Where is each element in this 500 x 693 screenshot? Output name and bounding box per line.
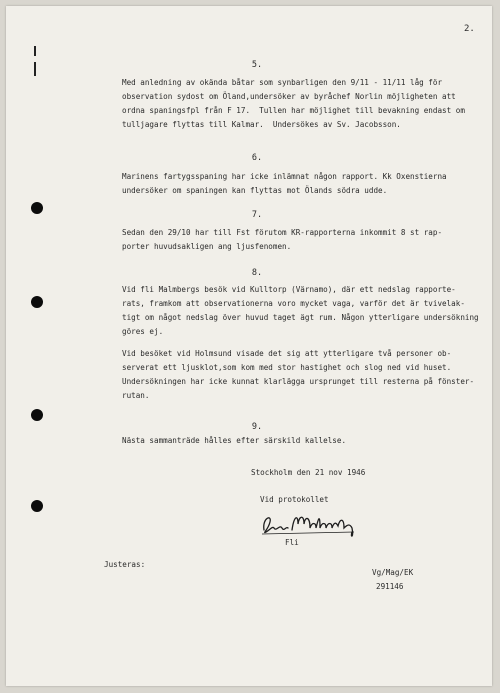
margin-tick-mark [34, 62, 36, 76]
place-date: Stockholm den 21 nov 1946 [251, 468, 366, 477]
section-number: 7. [251, 210, 263, 220]
handwritten-signature [258, 508, 378, 540]
section-line: rats, framkom att observationerna voro mycket vaga, varför det är tvivelak- [122, 299, 465, 308]
reference-code: Vg/Mag/EK [372, 568, 414, 577]
section-line: undersöker om spaningen kan flyttas mot Ölands södra udde. [122, 186, 388, 195]
page-number: 2. [464, 24, 475, 34]
margin-tick-mark [34, 46, 36, 56]
section-number: 8. [251, 268, 263, 278]
section-line: serverat ett ljusklot,som kom med stor hastighet och slog ned vid huset. [122, 363, 452, 372]
punch-hole [31, 296, 43, 308]
section-line: Marinens fartygsspaning har icke inlämnat någon rapport. Kk Oxenstierna [122, 172, 447, 181]
section-line: tigt om något nedslag över huvud taget ägt rum. Någon ytterligare undersökning [122, 313, 479, 322]
section-line: Undersökningen har icke kunnat klarlägga ursprunget till resterna på fönster- [122, 377, 475, 386]
punch-hole [31, 202, 43, 214]
section-line: tulljagare flyttas till Kalmar. Undersökes av Sv. Jacobsson. [122, 120, 401, 129]
signer-title: Fli [285, 538, 299, 547]
section-line: Sedan den 29/10 har till Fst förutom KR-rapporterna inkommit 8 st rap- [122, 228, 443, 237]
section-line: ordna spaningsfpl från F 17. Tullen har möjlighet till bevakning endast om [122, 106, 465, 115]
section-line: rutan. [122, 391, 150, 400]
section-line: porter huvudsakligen ang ljusfenomen. [122, 242, 292, 251]
punch-hole [31, 409, 43, 421]
section-line: Vid besöket vid Holmsund visade det sig att ytterligare två personer ob- [122, 349, 452, 358]
recorded-by: Vid protokollet [260, 495, 329, 504]
justeras-label: Justeras: [104, 560, 146, 569]
section-line: observation sydost om Öland,undersöker av byråchef Norlin möjligheten att [122, 92, 456, 101]
section-number: 5. [251, 60, 263, 70]
reference-date: 291146 [376, 582, 404, 591]
punch-hole [31, 500, 43, 512]
section-line: Nästa sammanträde hålles efter särskild kallelse. [122, 436, 347, 445]
section-number: 6. [251, 153, 263, 163]
section-line: Med anledning av okända båtar som synbarligen den 9/11 - 11/11 låg för [122, 78, 443, 87]
section-line: göres ej. [122, 327, 164, 336]
section-line: Vid fli Malmbergs besök vid Kulltorp (Värnamo), där ett nedslag rapporte- [122, 285, 456, 294]
section-number: 9. [251, 422, 263, 432]
